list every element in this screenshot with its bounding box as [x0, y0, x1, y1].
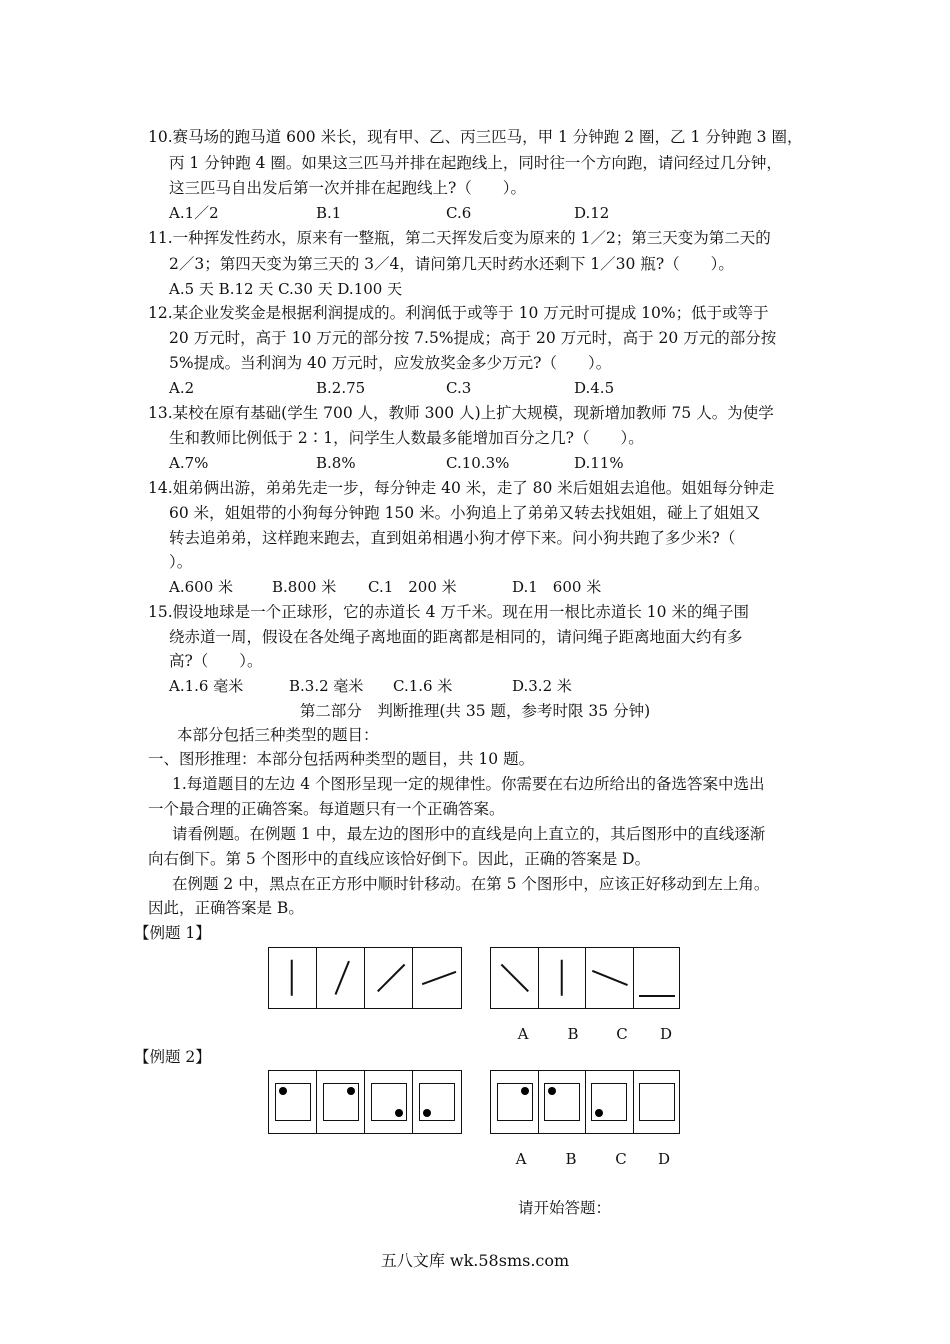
example-1-label-b: B: [567, 1025, 579, 1043]
question-15-option-c: C.1.6 米: [393, 677, 453, 695]
question-13-option-d: D.11%: [574, 454, 624, 472]
square-figure: [497, 1083, 533, 1121]
example-1-label-a: A: [517, 1025, 529, 1043]
square-figure: [544, 1083, 580, 1121]
question-14-option-d: D.1 600 米: [512, 578, 602, 596]
paragraph-2-line-2: 向右倒下。第 5 个图形中的直线应该恰好倒下。因此，正确的答案是 D。: [148, 850, 651, 868]
paragraph-3-line-2: 因此，正确答案是 B。: [148, 899, 304, 917]
example-2-question-figures: [268, 1070, 462, 1134]
cell-divider: [633, 1071, 634, 1133]
question-14-line-3: 转去追弟弟，这样跑来跑去，直到姐弟相遇小狗才停下来。问小狗共跑了多少米?（: [169, 529, 736, 547]
vertical-line-figure: [561, 960, 563, 996]
tilted-line-figure: [335, 961, 350, 995]
cell-divider: [364, 1071, 365, 1133]
dot-top-left: [279, 1087, 287, 1095]
question-12-line-2: 20 万元时，高于 10 万元的部分按 7.5%提成；高于 20 万元时，高于 20 万元的部分按: [169, 329, 777, 347]
question-10-option-c: C.6: [446, 204, 472, 222]
question-15-option-a: A.1.6 毫米: [169, 677, 244, 695]
nearly-flat-line-figure: [422, 971, 456, 985]
example-1-answer-figures: [490, 947, 680, 1009]
question-12-option-a: A.2: [169, 379, 195, 397]
question-12-option-b: B.2.75: [316, 379, 366, 397]
question-15-line-1: 15.假设地球是一个正球形，它的赤道长 4 万千米。现在用一根比赤道长 10 米的绳子围: [148, 603, 749, 621]
cell-divider: [364, 948, 365, 1008]
question-14-option-c: C.1 200 米: [368, 578, 457, 596]
example-2-label-a: A: [515, 1150, 527, 1168]
square-figure: [275, 1083, 311, 1121]
part1-heading: 一、图形推理：本部分包括两种类型的题目，共 10 题。: [148, 750, 535, 768]
dot-top-left: [548, 1087, 556, 1095]
vertical-line-figure: [291, 960, 293, 996]
question-13-option-b: B.8%: [316, 454, 356, 472]
example-1-question-figures: [268, 947, 462, 1009]
cell-divider: [316, 948, 317, 1008]
question-14-option-a: A.600 米: [169, 578, 233, 596]
question-13-line-2: 生和教师比例低于 2∶1，问学生人数最多能增加百分之几?（ ）。: [169, 429, 644, 447]
example-2-label-d: D: [657, 1150, 671, 1168]
dot-bottom-left: [423, 1109, 431, 1117]
question-10-line-2: 丙 1 分钟跑 4 圈。如果这三匹马并排在起跑线上，同时往一个方向跑，请问经过几分钟，: [169, 154, 782, 172]
example-2-answer-figures: [490, 1070, 680, 1134]
section-title: 第二部分 判断推理(共 35 题，参考时限 35 分钟): [299, 702, 651, 720]
paragraph-1-line-1: 1.每道题目的左边 4 个图形呈现一定的规律性。你需要在右边所给出的备选答案中选出: [172, 775, 765, 793]
square-figure: [591, 1083, 627, 1121]
paragraph-1-line-2: 一个最合理的正确答案。每道题只有一个正确答案。: [148, 800, 505, 818]
question-15-option-b: B.3.2 毫米: [289, 677, 364, 695]
question-11-line-2: 2／3；第四天变为第三天的 3／4，请问第几天时药水还剩下 1／30 瓶?（ ）。: [169, 255, 734, 273]
footer-watermark: 五八文库 wk.58sms.com: [380, 1251, 570, 1270]
example-1-title: 【例题 1】: [134, 924, 211, 942]
question-12-line-1: 12.某企业发奖金是根据利润提成的。利润低于或等于 10 万元时可提成 10%；低于或等于: [148, 304, 769, 322]
falling-line-figure: [592, 970, 628, 986]
question-12-line-3: 5%提成。当利润为 40 万元时，应发放奖金多少万元?（ ）。: [169, 354, 612, 372]
cell-divider: [538, 1071, 539, 1133]
cell-divider: [412, 1071, 413, 1133]
question-14-line-1: 14.姐弟俩出游，弟弟先走一步，每分钟走 40 米，走了 80 米后姐姐去追他。姐姐每分钟走: [148, 479, 775, 497]
paragraph-3-line-1: 在例题 2 中，黑点在正方形中顺时针移动。在第 5 个图形中，应该正好移动到左上角。: [172, 875, 770, 893]
question-15-line-3: 高?（ ）。: [169, 652, 263, 670]
question-13-option-c: C.10.3%: [446, 454, 510, 472]
square-figure: [419, 1083, 455, 1121]
dot-top-right: [521, 1087, 529, 1095]
section-intro: 本部分包括三种类型的题目：: [177, 726, 379, 744]
question-15-option-d: D.3.2 米: [512, 677, 572, 695]
cell-divider: [412, 948, 413, 1008]
question-13-line-1: 13.某校在原有基础(学生 700 人，教师 300 人)上扩大规模，现新增加教师 75 人。为使学: [148, 404, 774, 422]
example-2-label-c: C: [615, 1150, 627, 1168]
question-11-line-1: 11.一种挥发性药水，原来有一整瓶，第二天挥发后变为原来的 1／2；第三天变为第二天的: [148, 229, 771, 247]
question-10-option-a: A.1／2: [169, 204, 219, 222]
question-15-line-2: 绕赤道一周，假设在各处绳子离地面的距离都是相同的，请问绳子距离地面大约有多: [169, 628, 743, 646]
example-2-label-b: B: [565, 1150, 577, 1168]
question-10-line-3: 这三匹马自出发后第一次并排在起跑线上?（ ）。: [169, 179, 527, 197]
question-13-option-a: A.7%: [169, 454, 209, 472]
question-10-line-1: 10.赛马场的跑马道 600 米长，现有甲、乙、丙三匹马，甲 1 分钟跑 2 圈，乙 1 分钟跑 3 圈，: [148, 128, 803, 146]
dot-bottom-right: [395, 1109, 403, 1117]
square-figure: [371, 1083, 407, 1121]
cell-divider: [585, 948, 586, 1008]
cell-divider: [585, 1071, 586, 1133]
diagonal-line-figure: [377, 964, 405, 992]
cell-divider: [316, 1071, 317, 1133]
question-14-line-2: 60 米，姐姐带的小狗每分钟跑 150 米。小狗追上了弟弟又转去找姐姐，碰上了姐姐又: [169, 504, 761, 522]
paragraph-2-line-1: 请看例题。在例题 1 中，最左边的图形中的直线是向上直立的，其后图形中的直线逐渐: [172, 825, 766, 843]
question-12-option-c: C.3: [446, 379, 472, 397]
square-figure: [323, 1083, 359, 1121]
question-14-option-b: B.800 米: [272, 578, 337, 596]
question-12-option-d: D.4.5: [574, 379, 615, 397]
start-answering-text: 请开始答题：: [518, 1199, 612, 1217]
flat-line-figure: [639, 995, 675, 997]
example-2-title: 【例题 2】: [134, 1048, 211, 1066]
cell-divider: [633, 948, 634, 1008]
question-14-line-4: ）。: [169, 553, 193, 571]
cell-divider: [538, 948, 539, 1008]
question-11-options: A.5 天 B.12 天 C.30 天 D.100 天: [169, 280, 403, 298]
dot-top-right: [347, 1087, 355, 1095]
square-figure-empty: [639, 1083, 675, 1121]
backslash-line-figure: [501, 964, 529, 992]
example-1-label-c: C: [616, 1025, 628, 1043]
question-10-option-d: D.12: [574, 204, 610, 222]
question-10-option-b: B.1: [316, 204, 342, 222]
dot-bottom-left: [595, 1109, 603, 1117]
example-1-label-d: D: [659, 1025, 673, 1043]
